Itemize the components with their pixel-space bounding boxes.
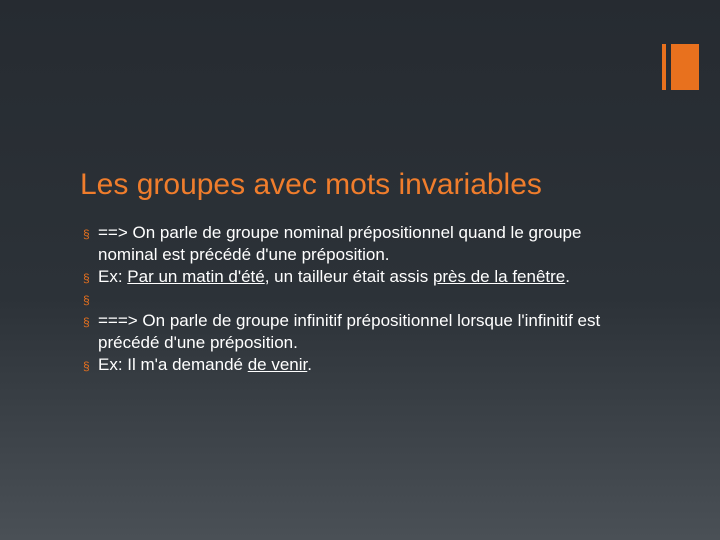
bullet-text: .	[307, 355, 312, 374]
bullet-text: , un tailleur était assis	[264, 267, 433, 286]
bullet-text: ===> On parle de groupe infinitif prépositionnel lorsque l'infinitif est précédé d'une préposition.	[98, 311, 601, 352]
bullet-list	[83, 222, 643, 376]
accent-bar-thick	[671, 44, 699, 90]
bullet-mark: §	[83, 359, 90, 373]
bullet-mark: §	[83, 271, 90, 285]
bullet-text: Ex:	[98, 267, 128, 286]
underlined-phrase: près de la fenêtre	[432, 267, 566, 286]
underlined-phrase: de venir	[247, 355, 308, 374]
bullet-groupe-infinitif-definition	[83, 310, 643, 354]
bullet-mark: §	[83, 293, 90, 307]
bullet-text: Ex: Il m'a demandé	[98, 355, 248, 374]
bullet-mark: §	[83, 227, 90, 241]
accent-bar-thin	[662, 44, 666, 90]
bullet-groupe-nominal-example	[83, 266, 643, 288]
bullet-groupe-nominal-definition	[83, 222, 643, 266]
underlined-phrase: Par un matin d'été	[127, 267, 265, 286]
bullet-groupe-infinitif-example	[83, 354, 643, 376]
bullet-text: ==> On parle de groupe nominal prépositionnel quand le groupe nominal est précédé d'une préposition.	[98, 223, 582, 264]
bullet-text: .	[565, 267, 570, 286]
slide-title: Les groupes avec mots invariables	[80, 168, 542, 201]
bullet-mark: §	[83, 315, 90, 329]
